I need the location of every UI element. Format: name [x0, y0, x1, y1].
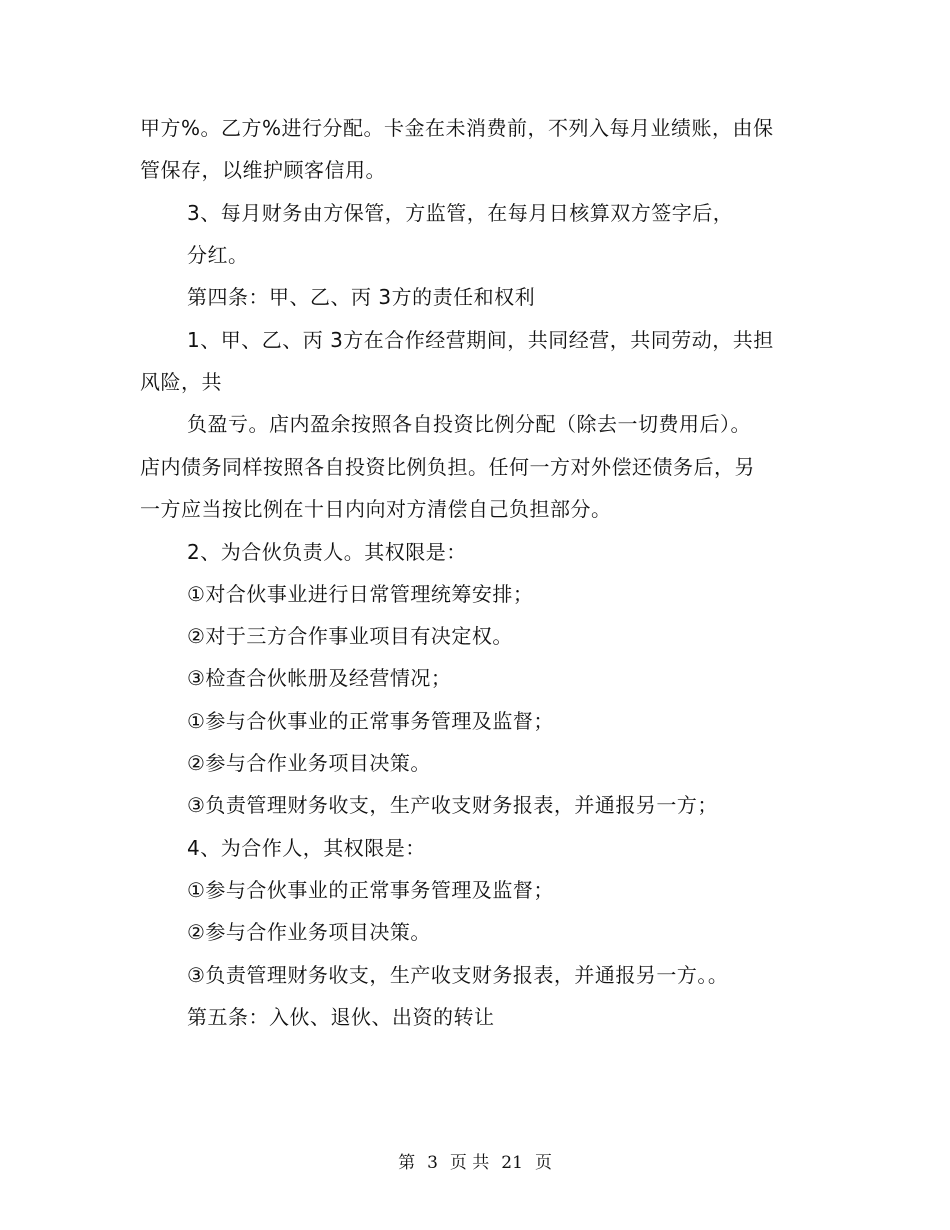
paragraph-line: 4、为合作人，其权限是：: [187, 836, 426, 860]
list-item: ③检查合伙帐册及经营情况；: [187, 666, 452, 690]
paragraph-line: 2、为合伙负责人。其权限是：: [187, 540, 467, 564]
paragraph-line: 一方应当按比例在十日内向对方清偿自己负担部分。: [140, 497, 612, 521]
list-item: ③负责管理财务收支，生产收支财务报表，并通报另一方。。: [187, 963, 729, 987]
list-item: ①参与合伙事业的正常事务管理及监督；: [187, 709, 554, 733]
list-item: ②对于三方合作事业项目有决定权。: [187, 624, 513, 648]
paragraph-line: 风险，共: [140, 370, 222, 394]
footer-middle: 页 共: [449, 1153, 490, 1173]
list-item: ①对合伙事业进行日常管理统筹安排；: [187, 582, 534, 606]
page-footer: [0, 1152, 950, 1174]
current-page-number: 3: [427, 1153, 438, 1173]
paragraph-line: 负盈亏。店内盈余按照各自投资比例分配（除去一切费用后）。: [187, 412, 751, 436]
total-pages-number: 21: [501, 1153, 523, 1173]
paragraph-line: 甲方%。乙方%进行分配。卡金在未消费前，不列入每月业绩账，由保: [140, 116, 774, 140]
paragraph-line: 分红。: [187, 243, 249, 267]
paragraph-line: 3、每月财务由方保管，方监管，在每月日核算双方签字后，: [187, 201, 734, 225]
paragraph-line: 1、甲、乙、丙 3方在合作经营期间，共同经营，共同劳动，共担: [187, 328, 774, 352]
list-item: ③负责管理财务收支，生产收支财务报表，并通报另一方；: [187, 793, 718, 817]
list-item: ②参与合作业务项目决策。: [187, 751, 431, 775]
paragraph-line: 管保存，以维护顾客信用。: [140, 158, 386, 182]
list-item: ①参与合伙事业的正常事务管理及监督；: [187, 878, 554, 902]
section-heading: 第五条：入伙、退伙、出资的转让: [187, 1005, 495, 1029]
footer-prefix: 第: [398, 1153, 416, 1173]
paragraph-line: 店内债务同样按照各自投资比例负担。任何一方对外偿还债务后，另: [140, 455, 755, 479]
footer-suffix: 页: [534, 1153, 552, 1173]
list-item: ②参与合作业务项目决策。: [187, 920, 431, 944]
section-heading: 第四条：甲、乙、丙 3方的责任和权利: [187, 285, 536, 309]
